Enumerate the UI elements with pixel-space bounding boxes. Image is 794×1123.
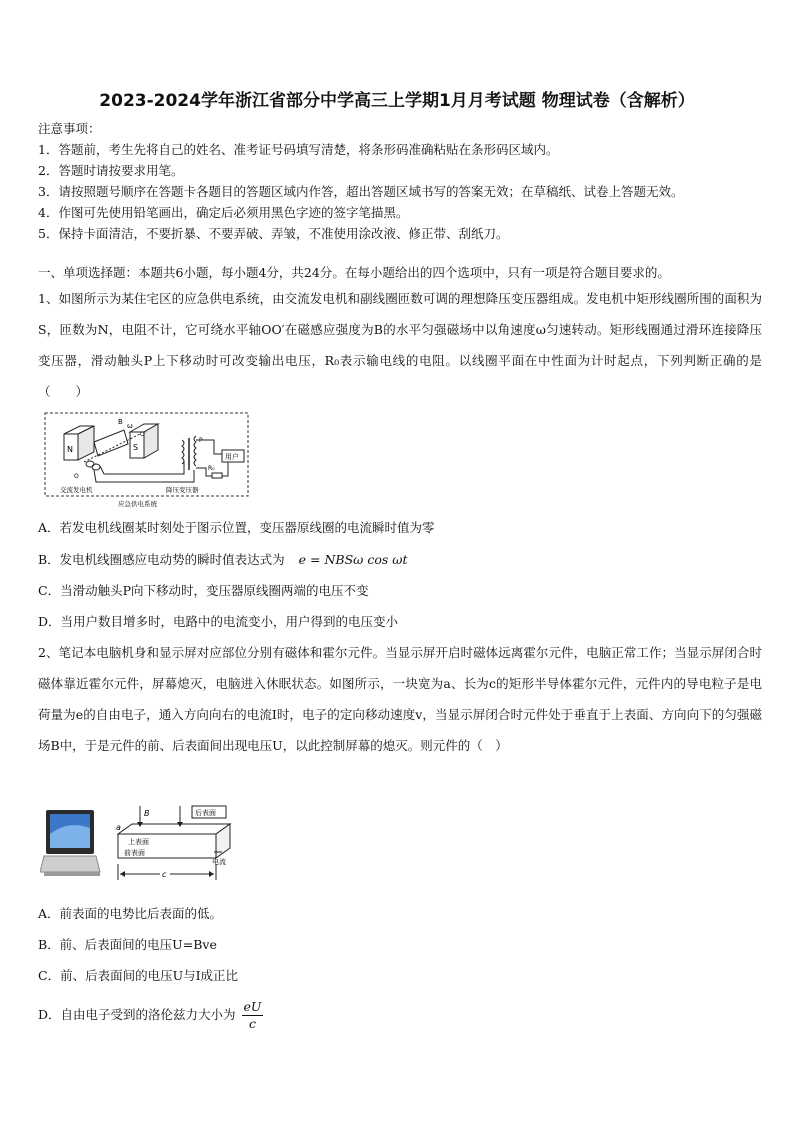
o-label: O [74, 473, 79, 480]
note-item: 5．保持卡面清洁，不要折暴、不要弄破、弄皱，不准使用涂改液、修正带、刮纸刀。 [38, 226, 509, 241]
transformer-label: 降压变压器 [166, 486, 199, 494]
top-surface-label: 上表面 [128, 838, 149, 846]
user-label: 用户 [225, 453, 239, 461]
o-prime-label: O′ [140, 431, 147, 438]
p-label: P [199, 437, 203, 444]
front-surface-label: 前表面 [124, 849, 145, 857]
q2-option-d [38, 995, 263, 1035]
note-item: 4．作图可先使用铅笔画出，确定后必须用黑色字迹的签字笔描黑。 [38, 205, 409, 220]
note-item: 1．答题前，考生先将自己的姓名、准考证号码填写清楚，将条形码准确粘贴在条形码区域内。 [38, 142, 559, 157]
q2-formula-d [242, 999, 264, 1032]
q1-circuit-figure [44, 412, 250, 510]
generator-label: 交流发电机 [60, 486, 93, 494]
q2-option-a: A．前表面的电势比后表面的低。 [38, 906, 223, 921]
question-2-stem: 2、笔记本电脑机身和显示屏对应部位分别有磁体和霍尔元件。当显示屏开启时磁体远离霍尔元件，电脑正常工作；当显示屏闭合时磁体靠近霍尔元件，屏幕熄灭，电脑进入休眠状态。如图所示，一块宽为a、长为c的矩形半导体霍尔元件，元件内的导电粒子是电荷量为e的自由电子，通入方向向右的电流I时，电子的定向移动速度v，当显示屏闭合时元件处于垂直于上表面、方向向下的匀强磁场B中，于是元件的前、后表面间出现电压U，以此控制屏幕的熄灭。则元件的（ ） [38, 645, 762, 753]
c-label: c [162, 870, 167, 879]
formula-denominator: c [248, 1016, 256, 1031]
q1-option-a: A．若发电机线圈某时刻处于图示位置，变压器原线圈的电流瞬时值为零 [38, 520, 435, 535]
note-item: 2．答题时请按要求用笔。 [38, 163, 184, 178]
current-label: 电流 [212, 858, 226, 866]
q2-hall-figure [40, 804, 240, 884]
q2-option-b: B．前、后表面间的电压U=Bve [38, 937, 217, 952]
q1-option-b-text: B．发电机线圈感应电动势的瞬时值表达式为 [38, 552, 285, 567]
q1-formula-b: e = NBSω cos ωt [298, 552, 408, 567]
q1-option-d: D．当用户数目增多时，电路中的电流变小，用户得到的电压变小 [38, 614, 399, 629]
q2-option-d-text: D．自由电子受到的洛伦兹力大小为 [38, 1007, 236, 1022]
r0-label: R₀ [208, 465, 215, 472]
figure-caption: 应急供电系统 [118, 500, 157, 508]
page-title: 2023-2024学年浙江省部分中学高三上学期1月月考试题 物理试卷（含解析） [99, 91, 695, 111]
back-surface-label: 后表面 [195, 809, 216, 817]
notes-heading: 注意事项： [38, 121, 101, 136]
formula-numerator: eU [243, 999, 262, 1014]
note-item: 3．请按照题号顺序在答题卡各题目的答题区域内作答，超出答题区域书写的答案无效；在草稿纸、试卷上答题无效。 [38, 184, 684, 199]
s-pole-label: S [133, 443, 139, 452]
q2-option-c: C．前、后表面间的电压U与I成正比 [38, 968, 239, 983]
q1-option-b [38, 551, 407, 569]
n-pole-label: N [67, 445, 73, 454]
laptop-icon [40, 810, 100, 876]
question-1-stem: 1、如图所示为某住宅区的应急供电系统，由交流发电机和副线圈匝数可调的理想降压变压器组成。发电机中矩形线圈所围的面积为S，匝数为N，电阻不计，它可绕水平轴OO′在磁感应强度为B的水平匀强磁场中以角速度ω匀速转动。矩形线圈通过滑环连接降压变压器，滑动触头P上下移动时可改变输出电压，R₀表示输电线的电阻。以线圈平面在中性面为计时起点，下列判断正确的是（ ） [38, 291, 762, 399]
a-label: a [116, 823, 121, 832]
section-heading: 一、单项选择题：本题共6小题，每小题4分，共24分。在每小题给出的四个选项中，只有一项是符合题目要求的。 [38, 265, 670, 280]
q1-option-c: C．当滑动触头P向下移动时，变压器原线圈两端的电压不变 [38, 583, 369, 598]
omega-label: ω [127, 422, 133, 430]
b-label: B [118, 418, 123, 426]
hall-b-label: B [144, 809, 150, 818]
